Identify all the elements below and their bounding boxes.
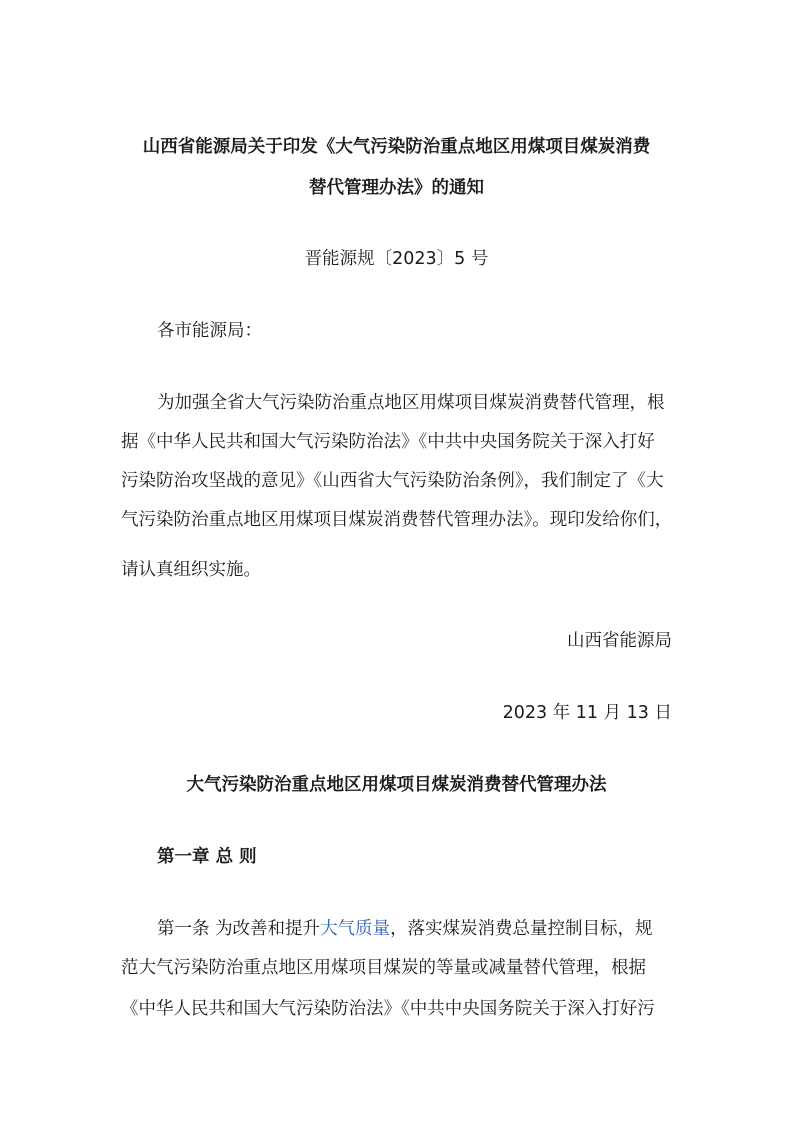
air-quality-link[interactable]: 大气质量 (320, 919, 391, 939)
article-1-line-3: 《中华人民共和国大气污染防治法》《中共中央国务院关于深入打好污 (121, 999, 655, 1019)
article-1-text-start: 第一条 为改善和提升 (157, 919, 321, 939)
document-number: 晋能源规〔2023〕5 号 (304, 249, 489, 269)
body-paragraph-line-4: 气污染防治重点地区用煤项目煤炭消费替代管理办法》。现印发给你们， (121, 510, 673, 530)
salutation: 各市能源局： (157, 321, 262, 341)
notice-title-line-2: 替代管理办法》的通知 (309, 178, 484, 198)
issuer-signature: 山西省能源局 (567, 631, 672, 651)
measure-title: 大气污染防治重点地区用煤项目煤炭消费替代管理办法 (186, 775, 607, 795)
chapter-title: 第一章 总 则 (157, 847, 257, 867)
article-1-line-2: 范大气污染防治重点地区用煤项目煤炭的等量或减量替代管理，根据 (121, 958, 646, 978)
issue-date: 2023 年 11 月 13 日 (502, 703, 672, 723)
notice-title-line-1: 山西省能源局关于印发《大气污染防治重点地区用煤项目煤炭消费 (142, 137, 651, 157)
body-paragraph-line-1: 为加强全省大气污染防治重点地区用煤项目煤炭消费替代管理，根 (157, 393, 665, 413)
body-paragraph-line-2: 据《中华人民共和国大气污染防治法》《中共中央国务院关于深入打好 (121, 432, 655, 452)
article-1-line-1 (157, 918, 653, 940)
article-1-text-end: ，落实煤炭消费总量控制目标，规 (390, 919, 653, 939)
body-paragraph-line-3: 污染防治攻坚战的意见》《山西省大气污染防治条例》，我们制定了《大 (121, 471, 664, 491)
body-paragraph-line-5: 请认真组织实施。 (121, 560, 261, 580)
